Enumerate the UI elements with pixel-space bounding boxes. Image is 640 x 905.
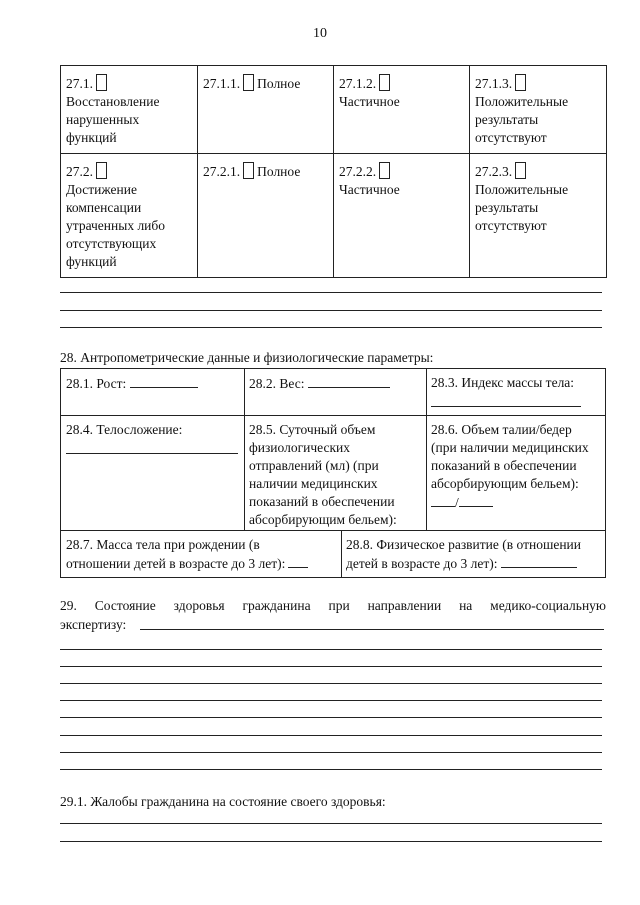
item-27-1-2-cell bbox=[334, 66, 470, 154]
health-status-line[interactable] bbox=[60, 752, 602, 753]
item-27-1-text-line: Восстановление bbox=[66, 94, 160, 109]
build-field[interactable] bbox=[66, 453, 238, 454]
complaints-line[interactable] bbox=[60, 841, 602, 842]
waist-hip-line: абсорбирующим бельем): bbox=[431, 476, 579, 491]
weight-cell bbox=[244, 369, 426, 415]
item-27-1-1-cell bbox=[198, 66, 334, 154]
item-27-2-cell bbox=[61, 154, 198, 278]
item-27-1-3-number: 27.1.3. bbox=[475, 76, 513, 91]
table-row bbox=[61, 66, 607, 154]
item-27-2-1-number: 27.2.1. bbox=[203, 164, 241, 179]
item-27-2-2-cell bbox=[334, 154, 470, 278]
item-27-2-3-cell bbox=[470, 154, 607, 278]
item-27-2-1-checkbox[interactable] bbox=[243, 162, 254, 179]
note-line[interactable] bbox=[60, 327, 602, 328]
item-27-2-3-text-line: отсутствуют bbox=[475, 218, 547, 233]
birth-weight-cell bbox=[61, 531, 341, 577]
note-line[interactable] bbox=[60, 292, 602, 293]
weight-label: 28.2. Вес: bbox=[249, 376, 305, 391]
bmi-label: 28.3. Индекс массы тела: bbox=[431, 375, 575, 390]
item-27-2-1-label: Полное bbox=[257, 164, 301, 179]
waist-hip-line: 28.6. Объем талии/бедер bbox=[431, 422, 572, 437]
height-cell bbox=[61, 369, 244, 415]
section-29-second-line bbox=[60, 615, 606, 634]
anthropometry-row-2 bbox=[60, 415, 606, 531]
item-27-2-3-number: 27.2.3. bbox=[475, 164, 513, 179]
health-status-field[interactable] bbox=[140, 629, 604, 630]
section-29-title-end: экспертизу: bbox=[60, 617, 127, 632]
section-29-1-heading: 29.1. Жалобы гражданина на состояние своего здоровья: bbox=[60, 794, 386, 809]
item-27-1-text-line: нарушенных bbox=[66, 112, 140, 127]
item-27-1-2-checkbox[interactable] bbox=[379, 74, 390, 91]
weight-field[interactable] bbox=[308, 374, 390, 388]
birth-weight-line: отношении детей в возрасте до 3 лет): bbox=[66, 556, 286, 571]
bmi-field[interactable] bbox=[431, 406, 581, 407]
item-27-2-text-line: утраченных либо bbox=[66, 218, 166, 233]
build-cell bbox=[61, 416, 244, 530]
hip-field[interactable] bbox=[459, 493, 493, 507]
daily-output-line: 28.5. Суточный объем bbox=[249, 422, 376, 437]
section-29 bbox=[60, 596, 606, 634]
item-27-1-2-text-line: Частичное bbox=[339, 94, 400, 109]
health-status-line[interactable] bbox=[60, 717, 602, 718]
item-27-1-cell bbox=[61, 66, 198, 154]
health-status-line[interactable] bbox=[60, 700, 602, 701]
physical-development-line: 28.8. Физическое развитие (в отношении bbox=[346, 537, 582, 552]
item-27-1-1-number: 27.1.1. bbox=[203, 76, 241, 91]
item-27-1-3-checkbox[interactable] bbox=[515, 74, 526, 91]
item-27-1-2-number: 27.1.2. bbox=[339, 76, 377, 91]
build-label: 28.4. Телосложение: bbox=[66, 422, 183, 437]
item-27-1-checkbox[interactable] bbox=[96, 74, 107, 91]
item-27-2-text-line: функций bbox=[66, 254, 117, 269]
anthropometry-row-1 bbox=[60, 368, 606, 416]
daily-output-line: абсорбирующим бельем): bbox=[249, 512, 397, 527]
item-27-2-text-line: отсутствующих bbox=[66, 236, 157, 251]
item-27-2-text-line: компенсации bbox=[66, 200, 142, 215]
complaints-line[interactable] bbox=[60, 823, 602, 824]
daily-output-line: отправлений (мл) (при bbox=[249, 458, 379, 473]
item-27-1-3-text-line: Положительные bbox=[475, 94, 569, 109]
daily-output-line: наличии медицинских bbox=[249, 476, 378, 491]
height-field[interactable] bbox=[130, 374, 198, 388]
item-27-2-3-text-line: результаты bbox=[475, 200, 539, 215]
anthropometry-row-3 bbox=[60, 530, 606, 578]
item-27-2-2-number: 27.2.2. bbox=[339, 164, 377, 179]
note-line[interactable] bbox=[60, 310, 602, 311]
waist-hip-line: показаний в обеспечении bbox=[431, 458, 577, 473]
item-27-1-3-text-line: отсутствуют bbox=[475, 130, 547, 145]
item-27-1-1-label: Полное bbox=[257, 76, 301, 91]
section-28-heading: 28. Антропометрические данные и физиологические параметры: bbox=[60, 350, 434, 365]
daily-output-line: показаний в обеспечении bbox=[249, 494, 395, 509]
physical-development-field[interactable] bbox=[501, 554, 577, 568]
item-27-2-3-checkbox[interactable] bbox=[515, 162, 526, 179]
health-status-line[interactable] bbox=[60, 666, 602, 667]
waist-field[interactable] bbox=[431, 493, 455, 507]
page-number: 10 bbox=[313, 26, 327, 41]
item-27-2-3-text-line: Положительные bbox=[475, 182, 569, 197]
health-status-line[interactable] bbox=[60, 735, 602, 736]
waist-hip-cell bbox=[426, 416, 605, 530]
height-label: 28.1. Рост: bbox=[66, 376, 127, 391]
physical-development-cell bbox=[341, 531, 605, 577]
item-27-2-checkbox[interactable] bbox=[96, 162, 107, 179]
item-27-2-2-text-line: Частичное bbox=[339, 182, 400, 197]
daily-output-cell bbox=[244, 416, 426, 530]
waist-hip-separator: / bbox=[455, 495, 459, 510]
physical-development-line: детей в возрасте до 3 лет): bbox=[346, 556, 498, 571]
item-27-1-3-text-line: результаты bbox=[475, 112, 539, 127]
item-27-1-number: 27.1. bbox=[66, 76, 93, 91]
birth-weight-field[interactable] bbox=[288, 554, 308, 568]
item-27-2-1-cell bbox=[198, 154, 334, 278]
health-status-line[interactable] bbox=[60, 769, 602, 770]
table-row bbox=[61, 154, 607, 278]
item-27-2-text-line: Достижение bbox=[66, 182, 137, 197]
daily-output-line: физиологических bbox=[249, 440, 350, 455]
bmi-cell bbox=[426, 369, 605, 415]
item-27-1-3-cell bbox=[470, 66, 607, 154]
birth-weight-line: 28.7. Масса тела при рождении (в bbox=[66, 537, 260, 552]
item-27-2-2-checkbox[interactable] bbox=[379, 162, 390, 179]
item-27-1-1-checkbox[interactable] bbox=[243, 74, 254, 91]
waist-hip-line: (при наличии медицинских bbox=[431, 440, 589, 455]
section-27-table bbox=[60, 65, 607, 278]
health-status-line[interactable] bbox=[60, 649, 602, 650]
item-27-2-number: 27.2. bbox=[66, 164, 93, 179]
item-27-1-text-line: функций bbox=[66, 130, 117, 145]
section-29-title-line: 29. Состояние здоровья гражданина при направлении на медико-социальную bbox=[60, 598, 606, 613]
health-status-line[interactable] bbox=[60, 683, 602, 684]
